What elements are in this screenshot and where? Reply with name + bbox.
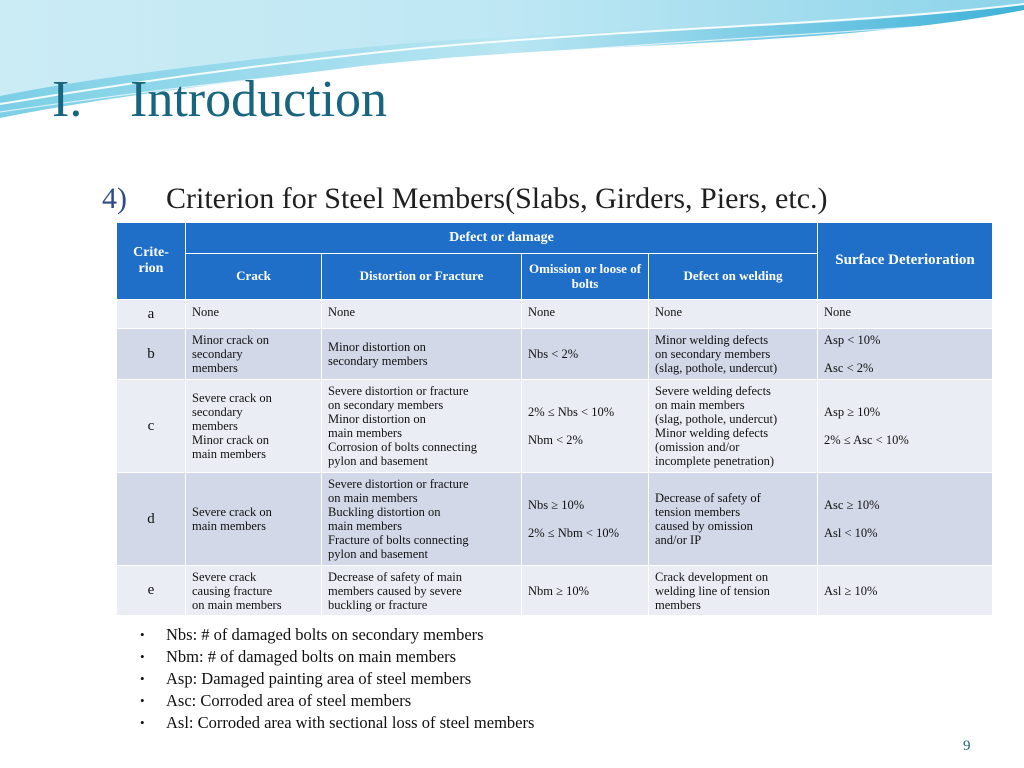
omission-cell: Nbs < 2% [522,329,649,380]
list-item [138,624,534,646]
distortion-cell: Decrease of safety of main members caused by severe buckling or fracture [322,566,522,616]
bullet-icon: • [140,693,145,708]
surface-cell: None [818,300,993,329]
table-row [117,380,993,473]
slide-subtitle [102,182,828,216]
distortion-cell: Minor distortion on secondary members [322,329,522,380]
page-number: 9 [963,738,971,754]
list-item [138,646,534,668]
table-row [117,300,993,329]
crack-cell: None [186,300,322,329]
crack-cell: Severe crack causing fracture on main members [186,566,322,616]
header-surface-deterioration: Surface Deterioration [818,223,993,300]
note-text: Asc: Corroded area of steel members [166,691,412,710]
criterion-cell: a [117,300,186,329]
list-item [138,690,534,712]
surface-cell: Asp ≥ 10% 2% ≤ Asc < 10% [818,380,993,473]
welding-cell: Decrease of safety of tension members caused by omission and/or IP [649,473,818,566]
note-text: Nbm: # of damaged bolts on main members [166,647,457,666]
table-row [117,566,993,616]
slide-title [52,70,387,129]
omission-cell: None [522,300,649,329]
distortion-cell: None [322,300,522,329]
surface-cell: Asc ≥ 10% Asl < 10% [818,473,993,566]
abbreviation-notes [138,624,534,734]
welding-cell: None [649,300,818,329]
welding-cell: Crack development on welding line of tension members [649,566,818,616]
note-text: Asp: Damaged painting area of steel members [166,669,472,688]
header-crack: Crack [186,254,322,300]
title-text: Introduction [130,71,388,128]
criterion-cell: b [117,329,186,380]
crack-cell: Severe crack on secondary members Minor crack on main members [186,380,322,473]
header-criterion: Crite- rion [117,223,186,300]
note-text: Nbs: # of damaged bolts on secondary members [166,625,484,644]
distortion-cell: Severe distortion or fracture on secondary members Minor distortion on main members Corrosion of bolts connecting pylon and basement [322,380,522,473]
header-distortion-or-fracture: Distortion or Fracture [322,254,522,300]
crack-cell: Minor crack on secondary members [186,329,322,380]
bullet-icon: • [140,649,145,664]
distortion-cell: Severe distortion or fracture on main members Buckling distortion on main members Fracture of bolts connecting pylon and basement [322,473,522,566]
criterion-cell: c [117,380,186,473]
table-row [117,473,993,566]
omission-cell: Nbs ≥ 10% 2% ≤ Nbm < 10% [522,473,649,566]
surface-cell: Asl ≥ 10% [818,566,993,616]
omission-cell: Nbm ≥ 10% [522,566,649,616]
list-item [138,668,534,690]
subtitle-number: 4) [102,182,127,215]
list-item [138,712,534,734]
header-defect-or-damage: Defect or damage [186,223,818,254]
subtitle-text: Criterion for Steel Members(Slabs, Girders, Piers, etc.) [166,182,828,215]
header-omission-or-loose-bolts: Omission or loose of bolts [522,254,649,300]
table-row [117,329,993,380]
crack-cell: Severe crack on main members [186,473,322,566]
note-text: Asl: Corroded area with sectional loss of steel members [166,713,535,732]
surface-cell: Asp < 10% Asc < 2% [818,329,993,380]
bullet-icon: • [140,671,145,686]
criterion-cell: d [117,473,186,566]
omission-cell: 2% ≤ Nbs < 10% Nbm < 2% [522,380,649,473]
bullet-icon: • [140,715,145,730]
welding-cell: Minor welding defects on secondary members (slag, pothole, undercut) [649,329,818,380]
criteria-table [116,222,993,616]
header-defect-on-welding: Defect on welding [649,254,818,300]
bullet-icon: • [140,627,145,642]
welding-cell: Severe welding defects on main members (slag, pothole, undercut) Minor welding defects (omission and/or incomplete penetration) [649,380,818,473]
criterion-cell: e [117,566,186,616]
title-number: I. [52,71,83,128]
